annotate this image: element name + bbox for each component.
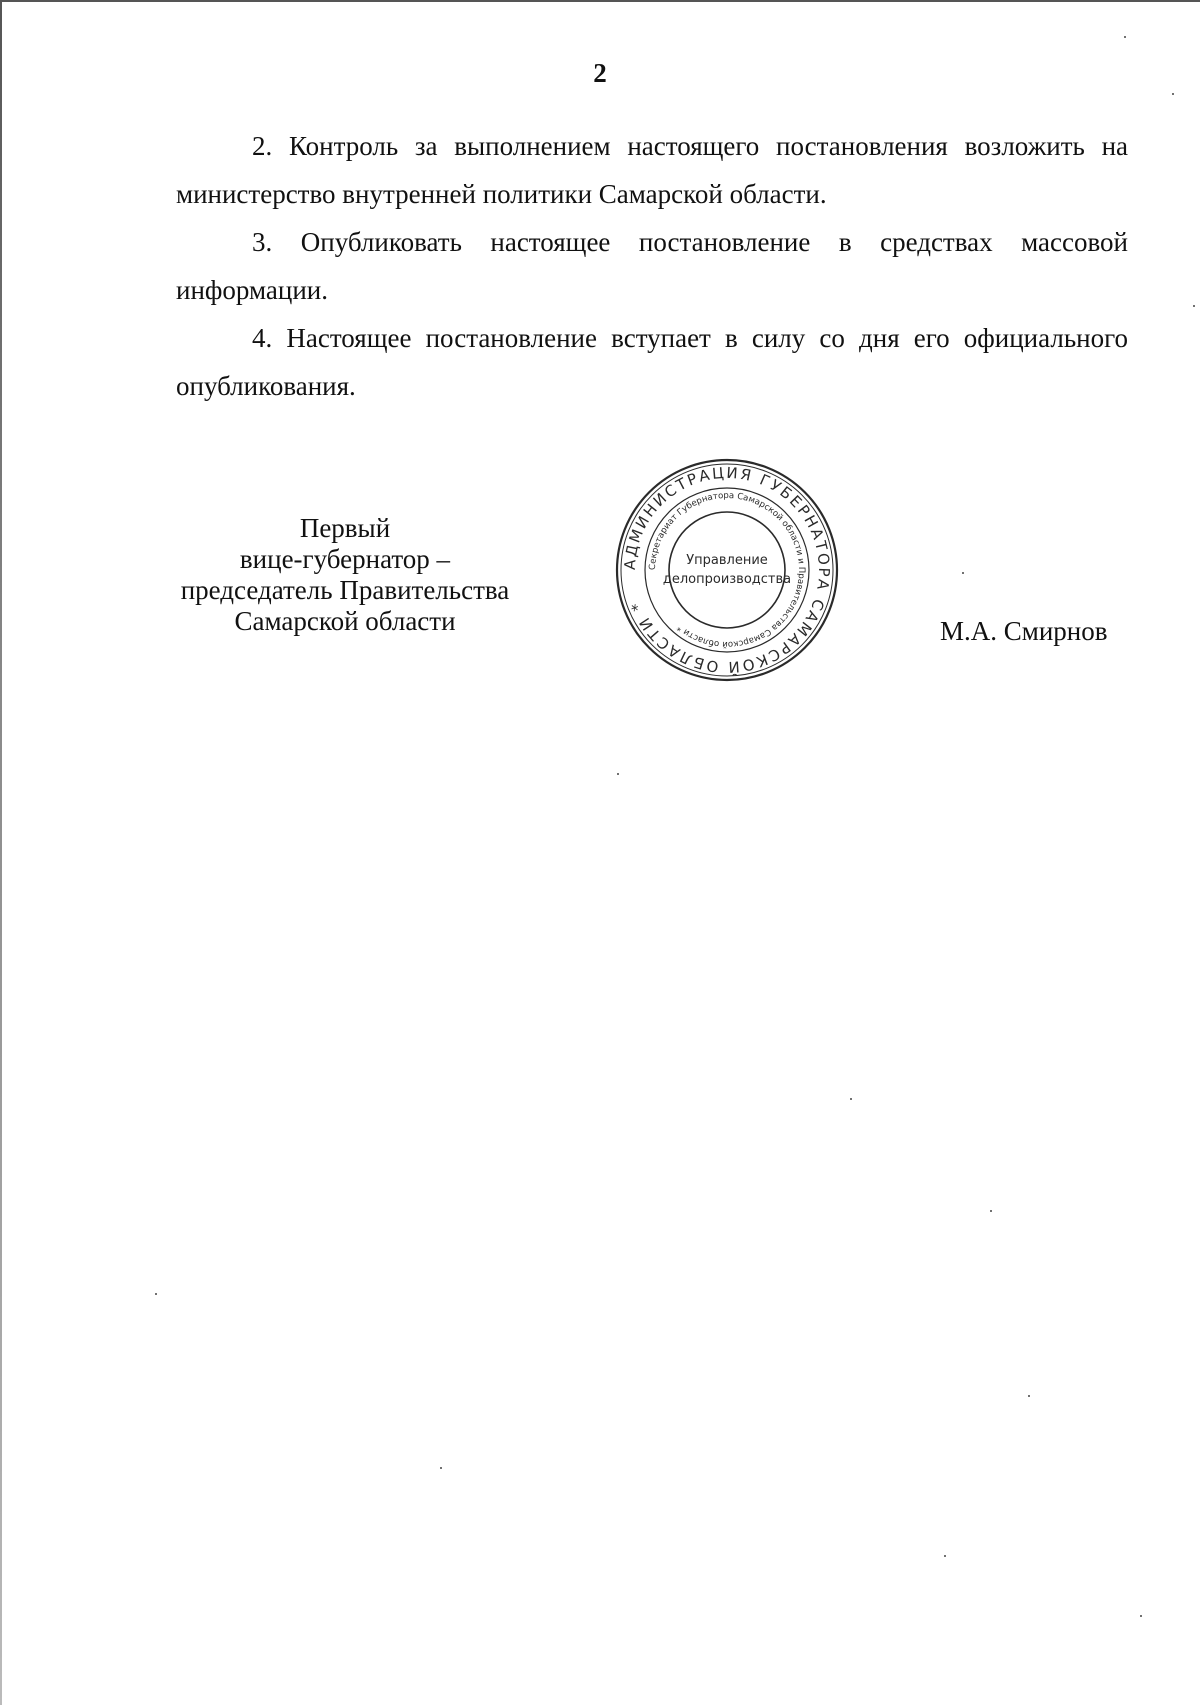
seal-inner-text: Секретариат Губернатора Самарской области и Правительства Самарской области * <box>647 490 807 650</box>
document-body <box>176 122 1128 410</box>
seal-center-line-1: Управление <box>686 553 768 568</box>
paragraph-publish: 3. Опубликовать настоящее постановление в средствах массовой информации. <box>176 227 1128 305</box>
scan-speck <box>850 1098 852 1100</box>
position-line: Самарской области <box>234 606 456 636</box>
svg-text:Секретариат Губернатора Самарс <box>648 491 806 649</box>
scan-speck <box>155 1293 157 1295</box>
scan-speck <box>944 1555 946 1557</box>
scan-speck <box>990 1210 992 1212</box>
signatory-name: М.А. Смирнов <box>940 616 1108 646</box>
seal-outer-text: АДМИНИСТРАЦИЯ ГУБЕРНАТОРА САМАРСКОЙ ОБЛАСТИ * <box>620 463 834 677</box>
official-seal-stamp <box>613 456 841 684</box>
position-line: председатель Правительства <box>180 575 510 605</box>
position-line: вице-губернатор – <box>239 544 451 574</box>
scan-speck <box>440 1467 442 1469</box>
scan-speck <box>617 773 619 775</box>
paragraph-effective-date: 4. Настоящее постановление вступает в силу со дня его официального опубликования. <box>176 323 1128 401</box>
signatory-position <box>160 513 530 637</box>
scan-left-edge <box>0 0 2 1705</box>
scan-speck <box>1124 36 1126 38</box>
paragraph-control: 2. Контроль за выполнением настоящего постановления возложить на министерство внутренней политики Самарской области. <box>176 131 1128 209</box>
page-number: 2 <box>593 58 607 88</box>
scan-speck <box>1140 1615 1142 1617</box>
seal-center-line-2: делопроизводства <box>662 572 792 587</box>
scan-speck <box>1172 93 1174 95</box>
scan-top-edge <box>0 0 1200 2</box>
scan-speck <box>1193 305 1195 307</box>
scan-speck <box>1028 1395 1030 1397</box>
position-line: Первый <box>299 513 391 543</box>
scan-speck <box>962 572 964 574</box>
